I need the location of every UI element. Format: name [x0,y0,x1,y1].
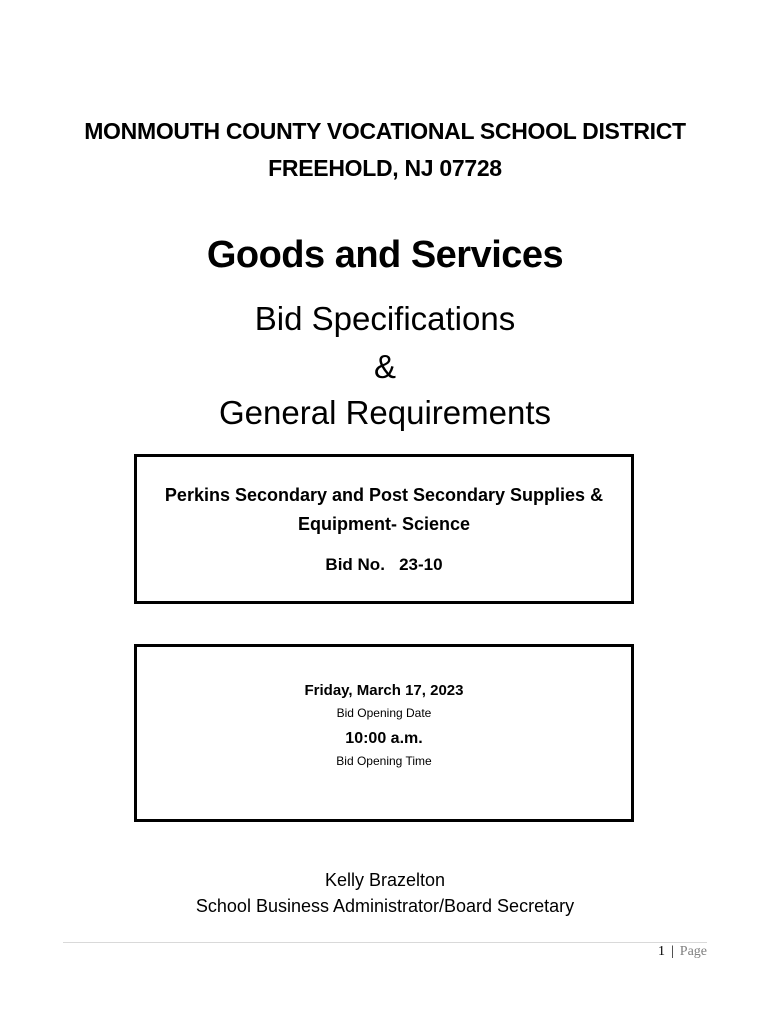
signer-name: Kelly Brazelton [324,870,446,890]
bid-opening-time: 10:00 a.m. [345,730,423,747]
page-word: Page [679,944,707,959]
bid-number: Bid No. 23-10 [325,555,443,574]
subtitle-general-requirements: General Requirements [219,394,551,431]
district-name: MONMOUTH COUNTY VOCATIONAL SCHOOL DISTRICT [84,118,686,144]
page-footer [658,944,707,960]
page-number: 1 [657,944,665,959]
footer-separator: | [670,944,674,959]
bid-title: Perkins Secondary and Post Secondary Supplies & Equipment- Science [164,485,604,534]
document-title: Goods and Services [206,234,564,276]
bid-info-box [134,454,634,604]
subtitle-bid-specifications: Bid Specifications [254,300,516,337]
signer-title: School Business Administrator/Board Secretary [195,896,575,916]
footer-divider [63,942,707,943]
bid-opening-box [134,644,634,822]
bid-opening-time-label: Bid Opening Time [336,754,432,768]
district-city: FREEHOLD, NJ 07728 [268,155,502,181]
subtitle-ampersand: & [373,348,396,385]
bid-opening-date: Friday, March 17, 2023 [304,682,464,699]
bid-opening-date-label: Bid Opening Date [336,706,432,720]
